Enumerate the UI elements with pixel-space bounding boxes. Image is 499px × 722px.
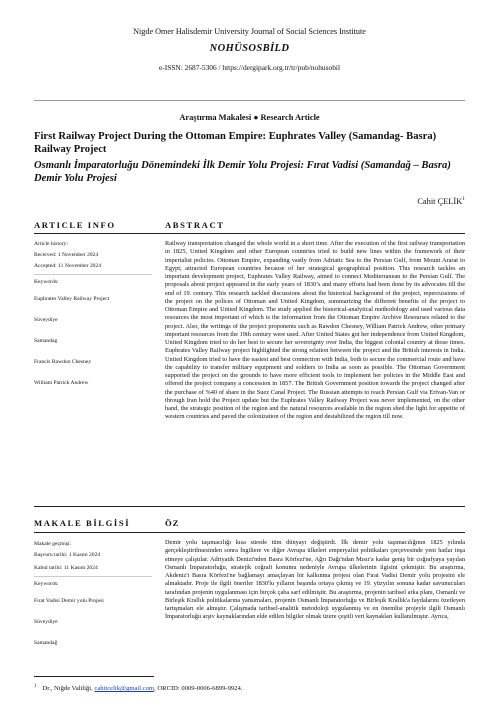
- author-email-link[interactable]: cahitcelik@gmail.com: [94, 685, 155, 693]
- footnote: [34, 684, 242, 692]
- header-divider: [34, 100, 465, 101]
- journal-header: [34, 26, 465, 73]
- article-info-panel: [34, 241, 152, 401]
- article-type: Araştırma Makalesi ● Research Article: [179, 113, 320, 122]
- history-label-tr: Makale geçmişi:: [34, 541, 72, 547]
- keyword: Samandag: [34, 338, 58, 344]
- keyword: Euphrates Valley Railway Project: [34, 296, 110, 302]
- footnote-divider: [34, 676, 154, 677]
- info-divider-tr: [34, 576, 152, 577]
- footnote-mark: 1: [34, 684, 37, 689]
- oz-body: Demir yolu taşımacılığı kısa sürede tüm dünyayı değiştirdi. İlk demir yolu taşımacılığının 1825 yılında gerçekleştirilmesinden sonra İngiltere ve diğer Avrupa ülkeleri emperyalist politikaları çerçevesinde yeni hatlar inşa etmeye çalıştılar. Adriyatik Denizi'nden Basra Körfezi'ne, Ağrı Dağı'ndan Mısır'a kadar geniş bir coğrafyaya yayılan Osmanlı İmparatorluğu, stratejik coğrafi konumu nedeniyle Avrupa ülkelerinin ilgisini çekmiştir. Bu araştırma, Akdeniz'i Basra Körfezi'ne bağlamayı amaçlayan bir kalkınma projesi olan Fırat Vadisi Demir yolu projesini ele almaktadır. Proje ile ilgili öneriler 1830'lu yılların başında ortaya çıkmış ve 19. yüzyılın sonuna kadar savunucuları tarafından projenin uygulanması için birçok çaba sarf edilmiştir. Bu araştırma, projenin tarihsel arka planı, Osmanlı ve Birleşik Krallık politikalarına yansımaları, projenin Osmanlı İmparatorluğu ve Birleşik Krallık'a faydalarını özetleyen tartışmaları ele almıştır. Çalışmada tarihsel-analitik metodoloji uygulanmış ve en önemlisi projeyle ilgili Osmanlı İmparatorluğu arşiv kaynaklarından elde edilen bilgiler olmak üzere çeşitli veri kaynakları kullanılmıştır. Ayrıca,: [165, 539, 465, 621]
- footnote-suffix: , ORCID: 0009-0006-6899-9924.: [154, 685, 243, 693]
- author-footnote-mark: 1: [462, 196, 465, 202]
- keyword: Fırat Vadisi Demir yolu Projesi: [34, 598, 104, 604]
- section-divider-middle: [34, 506, 465, 507]
- oz-heading: ÖZ: [165, 518, 180, 528]
- keyword: Francis Rawdon Chesney: [34, 359, 92, 365]
- makale-bilgisi-panel: [34, 541, 152, 661]
- received-date-tr: Başvuru tarihi: 1 Kasım 2024: [34, 552, 101, 558]
- keyword: Samandağ: [34, 640, 58, 646]
- keyword: Süveydiye: [34, 619, 58, 625]
- author: [417, 196, 465, 206]
- info-divider: [34, 274, 152, 275]
- history-label: Article history:: [34, 241, 69, 247]
- abstract-heading: ABSTRACT: [165, 220, 225, 230]
- makale-bilgisi-heading: MAKALE BİLGİSİ: [34, 518, 131, 528]
- title-turkish: Osmanlı İmparatorluğu Dönemindeki İlk Demir Yolu Projesi: Fırat Vadisi (Samandağ – Basra) Demir Yolu Projesi: [34, 160, 451, 184]
- journal-issn: e-ISSN: 2687-5306 / https://dergipark.org.tr/tr/pub/nohusobil: [159, 63, 340, 72]
- section-divider-top: [34, 233, 465, 234]
- journal-university: Nigde Omer Halisdemir University Journal of Social Sciences Institute: [133, 27, 366, 36]
- author-name: Cahit ÇELİK: [417, 196, 463, 206]
- section-divider-bottom: [34, 532, 465, 533]
- footnote-prefix: Dr., Niğde Valiliği,: [42, 685, 95, 693]
- keyword: William Patrick Andrew: [34, 380, 89, 386]
- accepted-date-tr: Kabul tarihi: 11 Kasım 2024: [34, 565, 98, 571]
- received-date: Received: 1 November 2024: [34, 252, 99, 258]
- keywords-label: Keywords:: [34, 279, 59, 285]
- journal-name: NOHÜSOSBİLD: [209, 43, 290, 54]
- keywords-label-tr: Keywords:: [34, 581, 59, 587]
- accepted-date: Accepted: 11 November 2024: [34, 263, 102, 269]
- abstract-body: Railway transportation changed the whole world in a short time. After the execution of the first railway transportation in 1825, United Kingdom and other European countries tried to build new lines within the framework of their imperialist policies. Ottoman Empire, expanding vastly from Adriatic Sea to the Persian Gulf, from Mount Ararat to Egypt; attracted European countries because of her strategical geographical position. This research tackles an important development project, Euphrates Valley Railway, aimed to connect Mediterranean to the Persian Gulf. The proposals about project appeared in the early years of 1830’s and many efforts had been done by its advocates till the end of 19. century. This research tackled discussions about the historical background of the project, repercussions of the project on the polices of Ottoman and United Kingdom, summarizing the different benefits of the project to Ottoman Empire and United Kingdom. The study applied the historical-analytical methodology and used various data resources the most important of which is the information from the Ottoman Empire Archive Resourses related to the project. Also, the writings of the project proponents such as Rawdon Chesney, William Patrick Andrew, other primary important resources from the 19th century were used. After United States got her independence from United Kingdom, United Kingdom tried to do her best to secure her sovereignty over India, the biggest colonial country at those times. Euphrates Valley Railway project highlighted the strong relation between the project and the British interests in India. United Kingdom tried to have the easiest and best connection with India, both to secure the commercial route and have the capability to transfer military equipment and soldiers to India as soon as possible. The Ottoman Government supported the project on the grounds to have more efficient tools to implement her policies in the Middle East and offered the project company a concession in 1857. The British Government position towards the project changed after the purchase of %40 of share in the Suez Canal Project. The Russian attempts to reach Persian Gulf via Erivan-Van or through Iran hold the Project update but the Euphrates Valley Railway Project was never implemented, on the other hand, the strategic position of the region and the natural resources available in the region shed the light for appetite of western countries and paved the colonization of the region and destabilized the region till now.: [165, 240, 465, 421]
- title-english: First Railway Project During the Ottoman Empire: Euphrates Valley (Samandag- Basra) Railway Project: [34, 131, 437, 155]
- keyword: Süveydiye: [34, 317, 58, 323]
- article-info-heading: ARTICLE INFO: [34, 220, 116, 230]
